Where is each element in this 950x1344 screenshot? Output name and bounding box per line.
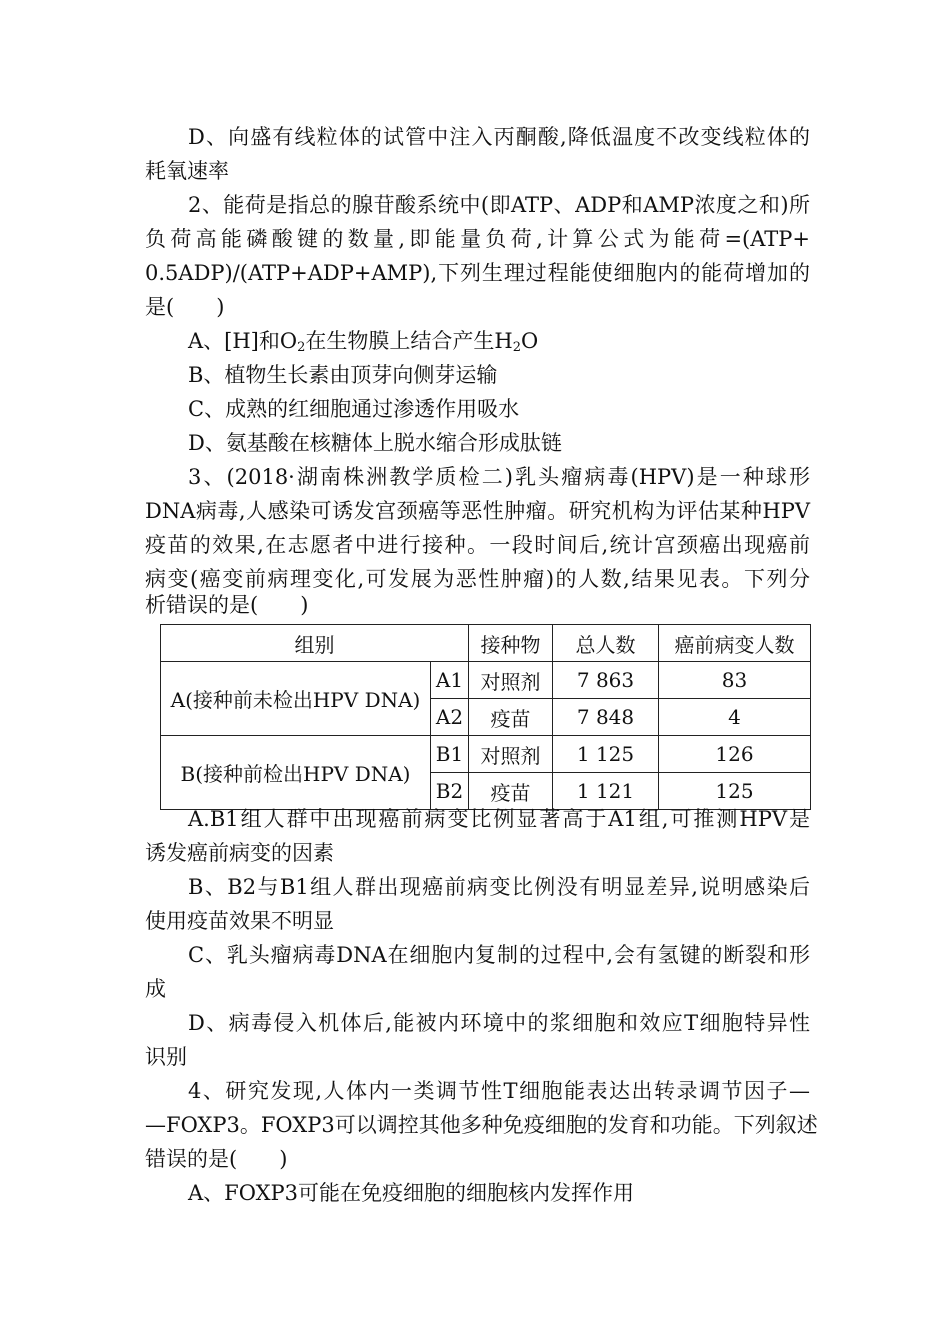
header-group: 组别 (161, 625, 469, 662)
q3-option-a-line1: A.B1组人群中出现癌前病变比例显著高于A1组,可推测HPV是 (188, 807, 810, 831)
q4-stem-line1: 4、研究发现,人体内一类调节性T细胞能表达出转录调节因子— (188, 1079, 810, 1103)
total-cell: 7 848 (553, 699, 659, 736)
q2-stem-line3: 0.5ADP)/(ATP+ADP+AMP),下列生理过程能使细胞内的能荷增加的 (145, 261, 810, 285)
subgroup-cell: B2 (431, 773, 469, 810)
q3-stem-line1: 3、(2018·湖南株洲教学质检二)乳头瘤病毒(HPV)是一种球形 (188, 465, 810, 489)
q3-option-b-line2: 使用疫苗效果不明显 (145, 909, 334, 933)
q2-stem-line2: 负荷高能磷酸键的数量,即能量负荷,计算公式为能荷=(ATP+ (145, 227, 810, 251)
q1-option-d-line2: 耗氧速率 (145, 159, 229, 183)
lesion-cell: 126 (659, 736, 811, 773)
q3-option-b-line1: B、B2与B1组人群出现癌前病变比例没有明显差异,说明感染后 (188, 875, 810, 899)
agent-cell: 对照剂 (469, 736, 553, 773)
q3-stem-line3: 疫苗的效果,在志愿者中进行接种。一段时间后,统计宫颈癌出现癌前 (145, 533, 810, 557)
subgroup-cell: A1 (431, 662, 469, 699)
lesion-cell: 83 (659, 662, 811, 699)
q2-option-d: D、氨基酸在核糖体上脱水缩合形成肽链 (188, 431, 562, 455)
subgroup-cell: B1 (431, 736, 469, 773)
hpv-vaccine-table (160, 624, 811, 810)
q3-option-c-line1: C、乳头瘤病毒DNA在细胞内复制的过程中,会有氢键的断裂和形 (188, 943, 810, 967)
table-row (161, 736, 811, 773)
table-row (161, 662, 811, 699)
q2-stem-line4: 是( ) (145, 295, 225, 319)
agent-cell: 对照剂 (469, 662, 553, 699)
q3-stem-line4: 病变(癌变前病理变化,可发展为恶性肿瘤)的人数,结果见表。下列分 (145, 567, 810, 591)
q2-option-b: B、植物生长素由顶芽向侧芽运输 (188, 363, 498, 387)
group-b-label: B(接种前检出HPV DNA) (161, 736, 431, 810)
group-a-label: A(接种前未检出HPV DNA) (161, 662, 431, 736)
q3-option-a-line2: 诱发癌前病变的因素 (145, 841, 334, 865)
q3-stem-line2: DNA病毒,人感染可诱发宫颈癌等恶性肿瘤。研究机构为评估某种HPV (145, 499, 810, 523)
agent-cell: 疫苗 (469, 699, 553, 736)
q4-option-a: A、FOXP3可能在免疫细胞的细胞核内发挥作用 (188, 1181, 635, 1205)
q3-stem-line5: 析错误的是( ) (145, 593, 309, 617)
total-cell: 7 863 (553, 662, 659, 699)
q2-option-c: C、成熟的红细胞通过渗透作用吸水 (188, 397, 520, 421)
q4-stem-line2: —FOXP3。FOXP3可以调控其他多种免疫细胞的发育和功能。下列叙述 (145, 1113, 818, 1137)
q1-option-d-line1: D、向盛有线粒体的试管中注入丙酮酸,降低温度不改变线粒体的 (188, 125, 810, 149)
q4-stem-line3: 错误的是( ) (145, 1147, 288, 1171)
table-header-row (161, 625, 811, 662)
total-cell: 1 121 (553, 773, 659, 810)
subgroup-cell: A2 (431, 699, 469, 736)
agent-cell: 疫苗 (469, 773, 553, 810)
header-total: 总人数 (553, 625, 659, 662)
q2-stem-line1: 2、能荷是指总的腺苷酸系统中(即ATP、ADP和AMP浓度之和)所 (188, 193, 810, 217)
header-agent: 接种物 (469, 625, 553, 662)
header-lesion: 癌前病变人数 (659, 625, 811, 662)
q3-option-d-line2: 识别 (145, 1045, 187, 1069)
q3-option-d-line1: D、病毒侵入机体后,能被内环境中的浆细胞和效应T细胞特异性 (188, 1011, 810, 1035)
q2-option-a: A、[H]和$O_2$在生物膜上结合产生$H_2O$ (188, 329, 539, 355)
lesion-cell: 125 (659, 773, 811, 810)
lesion-cell: 4 (659, 699, 811, 736)
q3-option-c-line2: 成 (145, 977, 166, 1001)
total-cell: 1 125 (553, 736, 659, 773)
